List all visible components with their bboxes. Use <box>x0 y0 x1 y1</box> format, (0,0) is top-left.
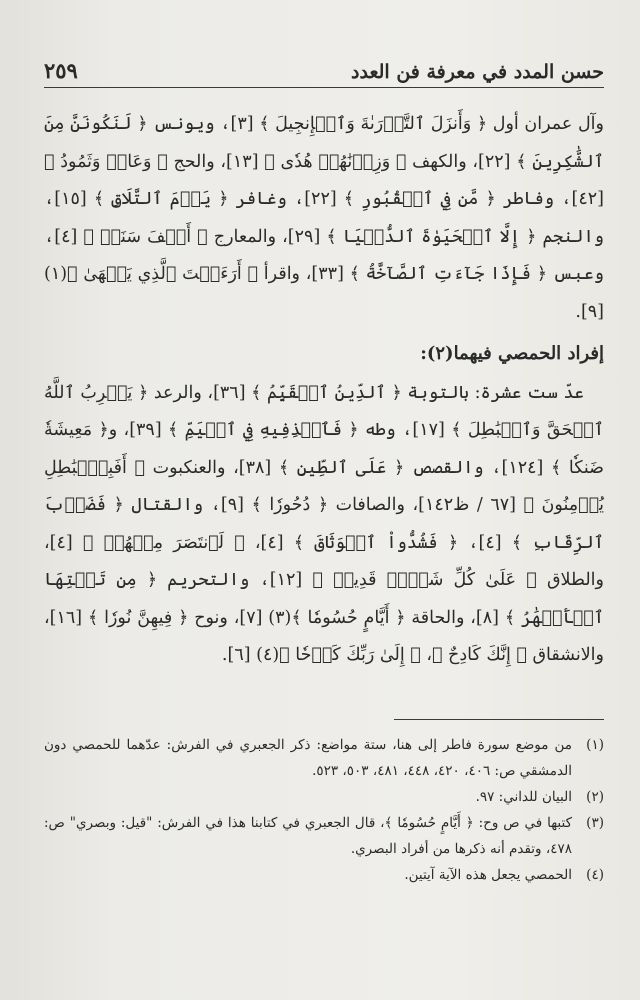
footnote-text: من موضع سورة فاطر إلى هنا، ستة مواضع: ذكر الجعبري في الفرش: عدّهما للحمصي دون الدمشقي ص: ٤٠٦، ٤٢٠، ٤٤٨، ٤٨١، ٥٠٣، ٥٢٣. <box>44 736 572 779</box>
footnote <box>44 810 604 862</box>
page-header <box>44 58 604 88</box>
paragraph-hims-list: عدّ ست عشرة: بالتوبة ﴿ ٱلدِّينُ ٱلۡقَيِّمُ ﴾ [٣٦]، والرعد ﴿ يَضۡرِبُ ٱللَّهُ ٱلۡحَقَّ وَٱلۡبَٰطِلَ ﴾ [١٧]، وطه ﴿ فَٱقۡذِفِيهِ فِي ٱلۡيَمِّ ﴾ [٣٩]، و﴿ مَعِيشَةٗ ضَنكٗا ﴾ [١٢٤]، والقصص ﴿ عَلَى ٱلطِّينِ ﴾ [٣٨]، والعنكبوت ﴿ أَفَبِٱلۡبَٰطِلِ يُؤۡمِنُونَ ﴾ [٦٧ / ظ١٤٢]، والصافات ﴿ دُحُورٗا ﴾ [٩]، والقتال ﴿ فَضَرۡبَ ٱلرِّقَابِ ﴾ [٤]، ﴿ فَشُدُّواْ ٱلۡوَثَاقَ ﴾ [٤]، ﴿ لَٱنتَصَرَ مِنۡهُمۡ ﴾ [٤]، والطلاق ﴿ عَلَىٰ كُلِّ شَيۡءٖ قَدِيرٞ ﴾ [١٢]، والتحريم ﴿ مِن تَحۡتِهَا ٱلۡأَنۡهَٰرُ ﴾ [٨]، والحاقة ﴿ أَيَّامٍ حُسُومٗا ﴾(٣) [٧]، ونوح ﴿ فِيهِنَّ نُورٗا ﴾ [١٦]، والانشقاق ﴿ إِنَّكَ كَادِحٌ ﴾، ﴿ إِلَىٰ رَبِّكَ كَدۡحٗا ﴾(٤) [٦]. <box>44 382 605 665</box>
footnote-number: (٣) <box>586 814 604 831</box>
footnote-number: (٤) <box>586 866 604 883</box>
main-text <box>44 106 604 675</box>
footnote <box>44 862 604 888</box>
running-title: حسن المدد في معرفة فن العدد <box>351 61 604 83</box>
footnote-text: البيان للداني: ٩٧. <box>475 788 572 805</box>
footnote-number: (٢) <box>586 788 604 805</box>
paragraph-surah-list: وآل عمران أول ﴿ وَأَنزَلَ ٱلتَّوۡرَىٰةَ وَٱلۡإِنجِيلَ ﴾ [٣]، ويونس ﴿ لَنَكُونَنَّ مِنَ ٱلشَّٰكِرِينَ ﴾ [٢٢]، والكهف ﴿ وَزِدۡنَٰهُمۡ هُدٗى ﴾ [١٣]، والحج ﴿ وَعَادٞ وَثَمُودُ ﴾ [٤٢]، وفاطر ﴿ مَّن فِي ٱلۡقُبُورِ ﴾ [٢٢]، وغافر ﴿ يَوۡمَ ٱلتَّلَاقِ ﴾ [١٥]، والنجم ﴿ إِلَّا ٱلۡحَيَوٰةَ ٱلدُّنۡيَا ﴾ [٢٩]، والمعارج ﴿ أَلۡفَ سَنَةٖ ﴾ [٤]، وعبس ﴿ فَإِذَا جَآءَتِ ٱلصَّآخَّةُ ﴾ [٣٣]، واقرأ ﴿ أَرَءَيۡتَ ٱلَّذِي يَنۡهَىٰ ﴾(١) [٩]. <box>44 114 605 322</box>
footnote <box>44 732 604 784</box>
page-number: ٢٥٩ <box>44 58 78 83</box>
footnotes <box>44 732 604 888</box>
section-heading: إفراد الحمصي فيهما(٢): <box>420 343 604 364</box>
footnote <box>44 784 604 810</box>
footnote-text: كتبها في ص وح: ﴿ أَيَّامٍ حُسُومٗا ﴾، قال الجعبري في كتابنا هذا في الفرش: "قيل: وبصري" ص: ٤٧٨، وتقدم أنه ذكرها من أفراد البصري. <box>44 814 572 857</box>
footnote-text: الحمصي يجعل هذه الآية آيتين. <box>404 866 572 883</box>
footnote-number: (١) <box>586 736 604 753</box>
footnote-separator <box>394 719 604 720</box>
